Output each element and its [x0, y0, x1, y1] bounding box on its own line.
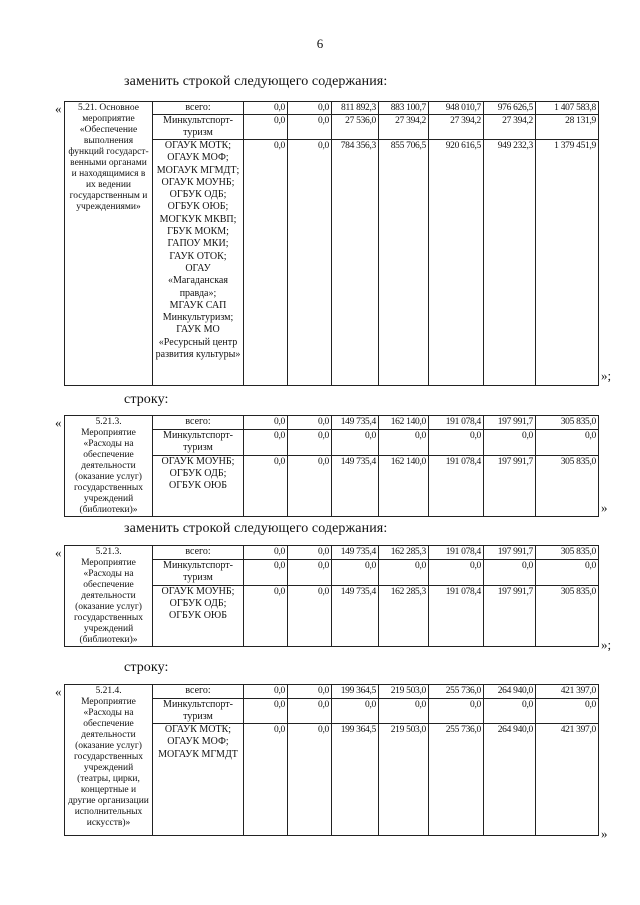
value-cell: 27 394,2	[379, 115, 429, 140]
executor-list	[153, 585, 244, 646]
value-cell: 191 078,4	[429, 455, 484, 516]
value-cell: 1 379 451,9	[536, 140, 599, 386]
value-cell: 421 397,0	[536, 724, 599, 836]
row-label: всего:	[153, 546, 244, 560]
executor-item: ОГБУК ОДБ;	[169, 189, 227, 201]
value-cell: 27 394,2	[484, 115, 536, 140]
value-cell: 0,0	[244, 699, 288, 724]
value-cell: 948 010,7	[429, 102, 484, 115]
value-cell: 305 835,0	[536, 546, 599, 560]
value-cell: 883 100,7	[379, 102, 429, 115]
value-cell: 255 736,0	[429, 685, 484, 699]
value-cell: 162 140,0	[379, 416, 429, 430]
executor-list	[153, 455, 244, 516]
value-cell: 0,0	[536, 699, 599, 724]
page-number: 6	[316, 36, 324, 51]
value-cell: 0,0	[244, 102, 288, 115]
executor-item: ГБУК МОКМ;	[167, 226, 229, 238]
value-cell: 162 140,0	[379, 455, 429, 516]
table-block-5-21-3-old	[64, 415, 599, 517]
value-cell: 0,0	[288, 140, 332, 386]
executor-item: ОГАУ «Магаданская правда»;	[168, 262, 228, 299]
block1-name: 5.21. Основное мероприятие «Обеспечение выполнения функций государст-венными органами и находящимися в их ведении государственным и учреждениями»	[65, 102, 153, 386]
value-cell: 162 285,3	[379, 585, 429, 646]
executor-item: ОГАУК МОУНБ;	[161, 585, 235, 597]
row-heading-2: строку:	[124, 660, 169, 675]
executor-item: МОГКУК МКВП;	[159, 213, 237, 225]
value-cell: 191 078,4	[429, 416, 484, 430]
table-block-5-21	[64, 101, 599, 386]
value-cell: 0,0	[484, 560, 536, 586]
value-cell: 191 078,4	[429, 585, 484, 646]
value-cell: 0,0	[332, 430, 379, 456]
value-cell: 191 078,4	[429, 546, 484, 560]
value-cell: 421 397,0	[536, 685, 599, 699]
executor-item: ОГБУК ОДБ;	[169, 468, 227, 480]
value-cell: 784 356,3	[332, 140, 379, 386]
close-quote-3: »;	[601, 637, 612, 652]
executor-item: ОГАУК МОУНБ;	[161, 176, 235, 188]
value-cell: 0,0	[244, 724, 288, 836]
executor-item: ОГБУК ОЮБ	[169, 610, 227, 622]
value-cell: 976 626,5	[484, 102, 536, 115]
replace-heading-1: заменить строкой следующего содержания:	[124, 74, 388, 89]
executor-item: ОГАУК МОФ;	[167, 736, 229, 748]
close-quote-2: »	[601, 500, 608, 515]
value-cell: 1 407 583,8	[536, 102, 599, 115]
value-cell: 149 735,4	[332, 546, 379, 560]
executor-item: ОГБУК ОЮБ	[169, 480, 227, 492]
value-cell: 0,0	[244, 546, 288, 560]
executor-item: ОГАУК МОТК;	[164, 140, 232, 151]
block3-name: 5.21.3. Мероприятие «Расходы на обеспечение деятельности (оказание услуг) государственных учреждений (библиотеки)»	[65, 546, 153, 647]
value-cell: 305 835,0	[536, 416, 599, 430]
value-cell: 197 991,7	[484, 546, 536, 560]
value-cell: 0,0	[288, 455, 332, 516]
executor-item: ОГАУК МОФ;	[167, 152, 229, 164]
row-label: всего:	[153, 416, 244, 430]
value-cell: 0,0	[536, 560, 599, 586]
value-cell: 0,0	[244, 560, 288, 586]
value-cell: 0,0	[379, 430, 429, 456]
table-block-5-21-4	[64, 684, 599, 836]
value-cell: 0,0	[244, 140, 288, 386]
value-cell: 149 735,4	[332, 455, 379, 516]
value-cell: 855 706,5	[379, 140, 429, 386]
value-cell: 27 536,0	[332, 115, 379, 140]
executor-item: ОГАУК МОТК;	[164, 724, 232, 735]
value-cell: 811 892,3	[332, 102, 379, 115]
value-cell: 0,0	[288, 546, 332, 560]
value-cell: 0,0	[379, 699, 429, 724]
value-cell: 197 991,7	[484, 416, 536, 430]
value-cell: 0,0	[288, 724, 332, 836]
value-cell: 255 736,0	[429, 724, 484, 836]
executor-list	[153, 140, 244, 386]
executor-item: МОГАУК МГМДТ;	[156, 164, 240, 176]
value-cell: 0,0	[429, 699, 484, 724]
value-cell: 0,0	[536, 430, 599, 456]
executor-item: ГАПОУ МКИ;	[167, 238, 229, 250]
value-cell: 28 131,9	[536, 115, 599, 140]
value-cell: 305 835,0	[536, 455, 599, 516]
value-cell: 197 991,7	[484, 455, 536, 516]
value-cell: 0,0	[332, 699, 379, 724]
value-cell: 0,0	[288, 585, 332, 646]
executor-item: ОГБУК ОДБ;	[169, 598, 227, 610]
executor-item: ГАУК ОТОК;	[169, 250, 227, 262]
value-cell: 264 940,0	[484, 685, 536, 699]
row-label: всего:	[153, 685, 244, 699]
row-label: всего:	[153, 102, 244, 115]
replace-heading-2: заменить строкой следующего содержания:	[124, 521, 388, 536]
executor-item: ОГАУК МОУНБ;	[161, 455, 235, 467]
value-cell: 0,0	[244, 416, 288, 430]
value-cell: 0,0	[288, 560, 332, 586]
value-cell: 264 940,0	[484, 724, 536, 836]
executor-item: ОГБУК ОЮБ;	[167, 201, 229, 213]
value-cell: 162 285,3	[379, 546, 429, 560]
value-cell: 0,0	[484, 699, 536, 724]
executor-item: МГАУК САП Минкультуризм;	[162, 299, 234, 324]
executor-item: ГАУК МО «Ресурсный центр развития культуры»	[155, 324, 241, 361]
value-cell: 0,0	[429, 430, 484, 456]
value-cell: 0,0	[244, 585, 288, 646]
close-quote-1: »;	[601, 368, 612, 383]
row-label: Минкультспорт-туризм	[153, 699, 244, 724]
row-label: Минкультспорт-туризм	[153, 560, 244, 586]
close-quote-4: »	[601, 826, 608, 841]
value-cell: 0,0	[379, 560, 429, 586]
row-label: Минкультспорт-туризм	[153, 115, 244, 140]
value-cell: 949 232,3	[484, 140, 536, 386]
open-quote-4: «	[55, 684, 62, 699]
value-cell: 0,0	[484, 430, 536, 456]
row-heading-1: строку:	[124, 392, 169, 407]
value-cell: 0,0	[332, 560, 379, 586]
table-block-5-21-3-new	[64, 545, 599, 647]
value-cell: 27 394,2	[429, 115, 484, 140]
value-cell: 149 735,4	[332, 416, 379, 430]
executor-list	[153, 724, 244, 836]
value-cell: 0,0	[244, 455, 288, 516]
value-cell: 199 364,5	[332, 685, 379, 699]
value-cell: 219 503,0	[379, 685, 429, 699]
value-cell: 0,0	[429, 560, 484, 586]
value-cell: 305 835,0	[536, 585, 599, 646]
executor-item: МОГАУК МГМДТ	[158, 748, 238, 760]
value-cell: 149 735,4	[332, 585, 379, 646]
value-cell: 0,0	[288, 430, 332, 456]
value-cell: 0,0	[288, 115, 332, 140]
value-cell: 197 991,7	[484, 585, 536, 646]
value-cell: 0,0	[288, 685, 332, 699]
value-cell: 219 503,0	[379, 724, 429, 836]
open-quote-3: «	[55, 545, 62, 560]
row-label: Минкультспорт-туризм	[153, 430, 244, 456]
value-cell: 0,0	[244, 115, 288, 140]
value-cell: 0,0	[288, 416, 332, 430]
value-cell: 920 616,5	[429, 140, 484, 386]
value-cell: 199 364,5	[332, 724, 379, 836]
block2-name: 5.21.3. Мероприятие «Расходы на обеспечение деятельности (оказание услуг) государственных учреждений (библиотеки)»	[65, 416, 153, 517]
value-cell: 0,0	[288, 699, 332, 724]
open-quote-2: «	[55, 415, 62, 430]
value-cell: 0,0	[244, 685, 288, 699]
value-cell: 0,0	[244, 430, 288, 456]
open-quote-1: «	[55, 101, 62, 116]
block4-name: 5.21.4. Мероприятие «Расходы на обеспечение деятельности (оказание услуг) государственных учреждений (театры, цирки, концертные и другие организации исполнительных искусств)»	[65, 685, 153, 836]
value-cell: 0,0	[288, 102, 332, 115]
